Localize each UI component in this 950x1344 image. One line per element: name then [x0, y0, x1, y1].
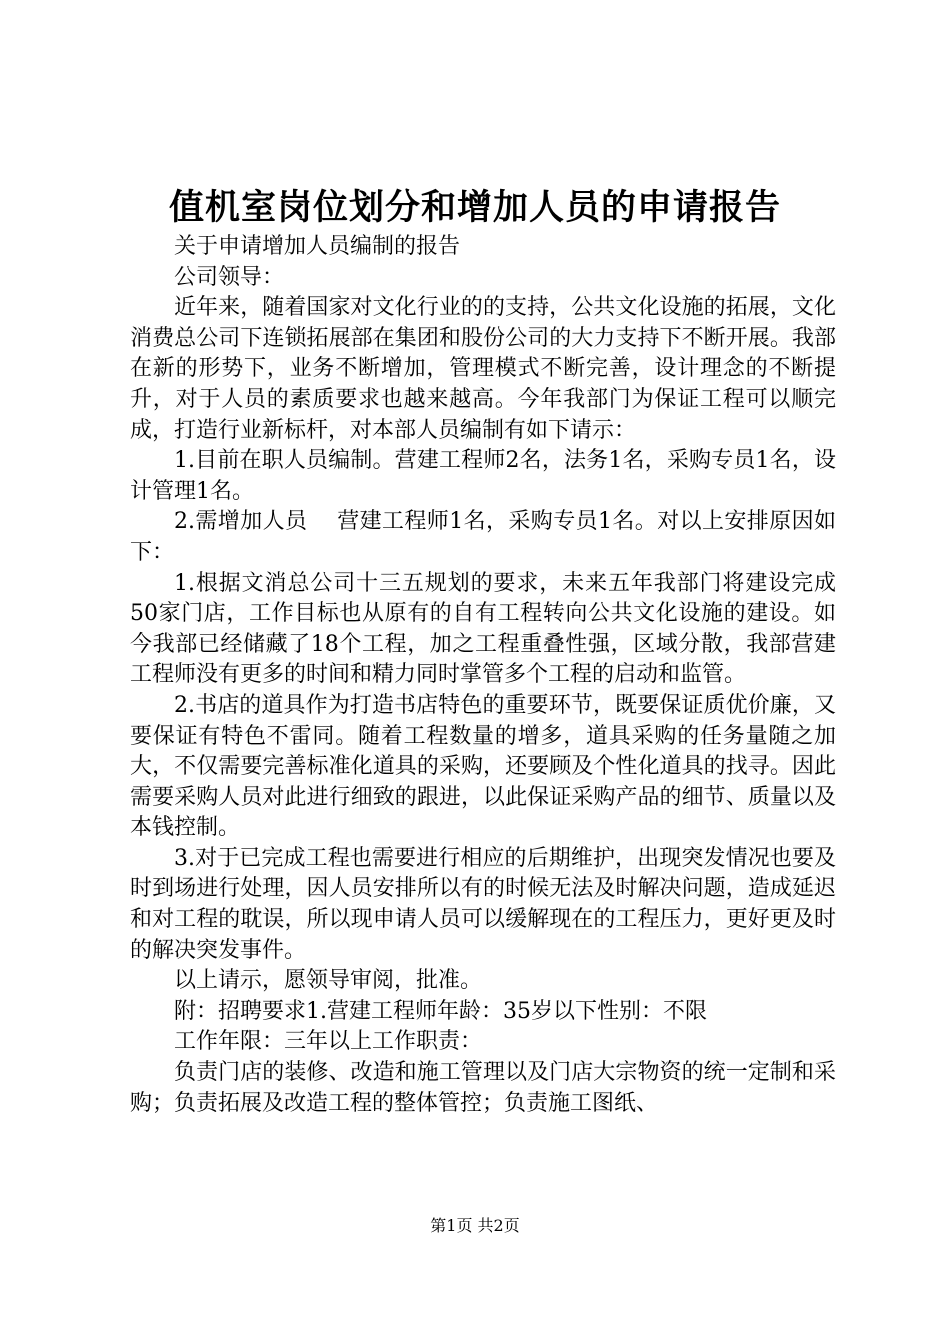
paragraph-reason-2: 2.书店的道具作为打造书店特色的重要环节，既要保证质优价廉，又要保证有特色不雷同。随着工程数量的增多，道具采购的任务量随之加大，不仅需要完善标准化道具的采购，还要顾及个性化道具的找寻。因此需要采购人员对此进行细致的跟进，以此保证采购产品的细节、质量以及本钱控制。: [130, 692, 836, 841]
paragraph-salutation: 公司领导：: [174, 264, 285, 290]
paragraph-appendix: 附：招聘要求1.营建工程师年龄：35岁以下性别：不限: [174, 998, 707, 1024]
paragraph-duties: 负责门店的装修、改造和施工管理以及门店大宗物资的统一定制和采购；负责拓展及改造工程的整体管控；负责施工图纸、: [130, 1060, 836, 1116]
paragraph-staff-increase: 2.需增加人员 营建工程师1名，采购专员1名。对以上安排原因如下：: [130, 509, 836, 565]
paragraph-reason-3: 3.对于已完成工程也需要进行相应的后期维护，出现突发情况也要及时到场进行处理，因人员安排所以有的时候无法及时解决问题，造成延迟和对工程的耽误，所以现申请人员可以缓解现在的工程压力，更好更及时的解决突发事件。: [130, 845, 836, 963]
paragraph-current-staff: 1.目前在职人员编制。营建工程师2名，法务1名，采购专员1名，设计管理1名。: [130, 448, 836, 504]
document-title: 值机室岗位划分和增加人员的申请报告: [168, 187, 781, 228]
document-body: [130, 232, 836, 1119]
page-footer: 第1页 共2页: [430, 1216, 520, 1235]
paragraph-subject: 关于申请增加人员编制的报告: [174, 234, 461, 259]
paragraph-request: 以上请示，愿领导审阅，批准。: [174, 968, 483, 994]
paragraph-work-years: 工作年限：三年以上工作职责：: [174, 1029, 483, 1055]
paragraph-reason-1: 1.根据文消总公司十三五规划的要求，未来五年我部门将建设完成50家门店，工作目标也从原有的自有工程转向公共文化设施的建设。如今我部已经储藏了18个工程，加之工程重叠性强，区域分散，我部营建工程师没有更多的时间和精力同时掌管多个工程的启动和监管。: [130, 570, 836, 688]
paragraph-intro: 近年来，随着国家对文化行业的的支持，公共文化设施的拓展，文化消费总公司下连锁拓展部在集团和股份公司的大力支持下不断开展。我部在新的形势下，业务不断增加，管理模式不断完善，设计理念的不断提升，对于人员的素质要求也越来越高。今年我部门为保证工程可以顺完成，打造行业新标杆，对本部人员编制有如下请示：: [130, 295, 836, 443]
